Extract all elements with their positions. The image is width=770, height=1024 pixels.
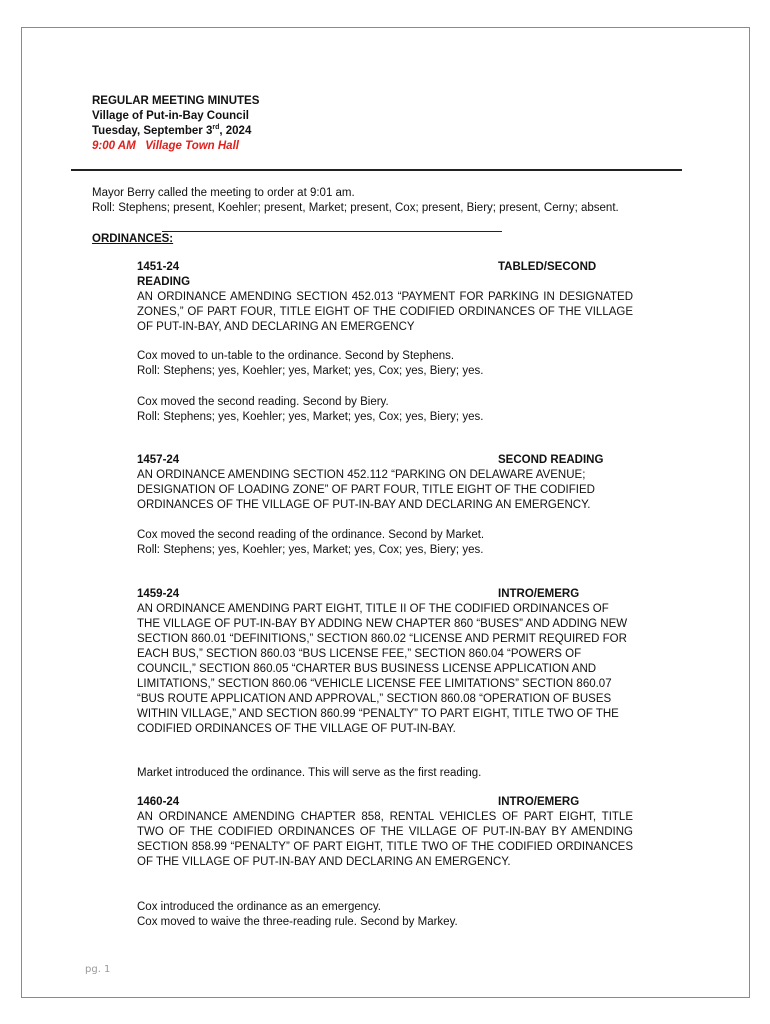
ordinance-number: 1451-24 bbox=[137, 261, 180, 273]
call-to-order: Mayor Berry called the meeting to order at 9:01 am. bbox=[92, 187, 355, 199]
ordinance-number: 1460-24 bbox=[137, 796, 180, 808]
meeting-time-place: 9:00 AM Village Town Hall bbox=[92, 140, 239, 152]
ordinance-status: SECOND READING bbox=[498, 454, 604, 466]
ordinance-title: AN ORDINANCE AMENDING CHAPTER 858, RENTAL VEHICLES OF PART EIGHT, TITLE TWO OF THE CODIFIED ORDINANCES OF THE VILLAGE OF PUT-IN-BAY BY AMENDING SECTION 858.99 “PENALTY” OF PART EIGHT, TITLE TWO OF THE CODIFIED ORDINANCES OF THE VILLAGE OF PUT-IN-BAY AND DECLARING AN EMERGENCY. bbox=[137, 811, 633, 868]
ordinance-action: Cox moved the second reading of the ordinance. Second by Market. Roll: Stephens; yes, Koehler; yes, Market; yes, Cox; yes, Biery; yes. bbox=[137, 529, 485, 556]
organization-name: Village of Put-in-Bay Council bbox=[92, 110, 249, 122]
ordinance-number: 1457-24 bbox=[137, 454, 180, 466]
ordinance-status: TABLED/SECOND bbox=[498, 261, 597, 273]
meeting-date: Tuesday, September 3rd, 2024 bbox=[92, 123, 252, 137]
ordinance-action: Cox moved to un-table to the ordinance. Second by Stephens. Roll: Stephens; yes, Koehler; yes, Market; yes, Cox; yes, Biery; yes. bbox=[137, 350, 484, 377]
ordinance-status: INTRO/EMERG bbox=[498, 588, 580, 600]
ordinance-status: INTRO/EMERG bbox=[498, 796, 580, 808]
ordinance-title: AN ORDINANCE AMENDING SECTION 452.013 “PAYMENT FOR PARKING IN DESIGNATED ZONES,” OF PART FOUR, TITLE EIGHT OF THE CODIFIED ORDINANCES OF THE VILLAGE OF PUT-IN-BAY, AND DECLARING AN EMERGENCY bbox=[137, 291, 633, 333]
ordinance-action: Cox introduced the ordinance as an emergency. Cox moved to waive the three-reading rule. Second by Markey. bbox=[137, 901, 458, 928]
ordinance-action: Market introduced the ordinance. This will serve as the first reading. bbox=[137, 767, 482, 779]
document-title: REGULAR MEETING MINUTES bbox=[92, 95, 260, 107]
section-divider bbox=[162, 231, 502, 232]
ordinance-status-continued: READING bbox=[137, 276, 191, 288]
header-divider bbox=[71, 169, 682, 171]
ordinance-title: AN ORDINANCE AMENDING SECTION 452.112 “PARKING ON DELAWARE AVENUE; DESIGNATION OF LOADING ZONE” OF PART FOUR, TITLE EIGHT OF THE CODIFIED ORDINANCES OF THE VILLAGE OF PUT-IN-BAY AND DECLARING AN EMERGENCY. bbox=[137, 469, 595, 511]
roll-call: Roll: Stephens; present, Koehler; present, Market; present, Cox; present, Biery; present, Cerny; absent. bbox=[92, 202, 619, 214]
ordinance-action: Cox moved the second reading. Second by Biery. Roll: Stephens; yes, Koehler; yes, Market; yes, Cox; yes, Biery; yes. bbox=[137, 396, 484, 423]
page-number: pg. 1 bbox=[85, 964, 111, 975]
ordinances-heading: ORDINANCES: bbox=[92, 233, 174, 245]
ordinance-number: 1459-24 bbox=[137, 588, 180, 600]
ordinance-title: AN ORDINANCE AMENDING PART EIGHT, TITLE II OF THE CODIFIED ORDINANCES OF THE VILLAGE OF PUT-IN-BAY BY ADDING NEW CHAPTER 860 “BUSES” AND ADDING NEW SECTION 860.01 “DEFINITIONS,” SECTION 860.02 “LICENSE AND PERMIT REQUIRED FOR EACH BUS,” SECTION 860.03 “BUS LICENSE FEE,” SECTION 860.04 “POWERS OF COUNCIL,” SECTION 860.05 “CHARTER BUS BUSINESS LICENSE APPLICATION AND LIMITATIONS,” SECTION 860.06 “VEHICLE LICENSE FEE LIMITATIONS” SECTION 860.07 “BUS ROUTE APPLICATION AND APPROVAL,” SECTION 860.08 “OPERATION OF BUSES WITHIN VILLAGE,” AND SECTION 860.99 “PENALTY” TO PART EIGHT, TITLE TWO OF THE CODIFIED ORDINANCES OF THE VILLAGE OF PUT-IN-BAY. bbox=[137, 603, 628, 735]
